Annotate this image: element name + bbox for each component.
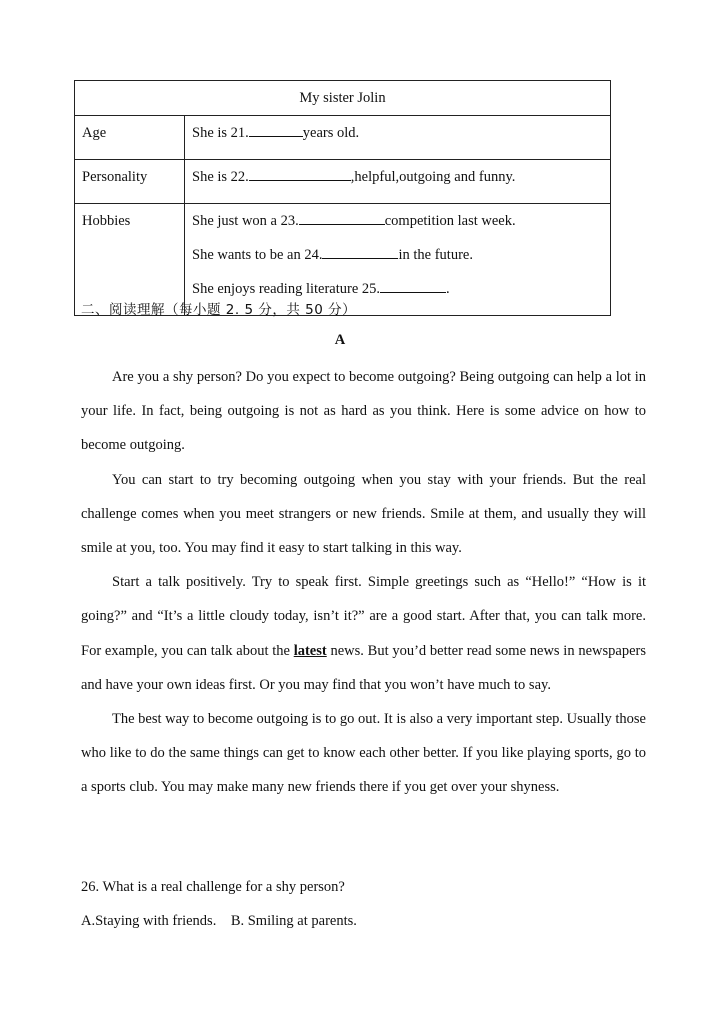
table-title: My sister Jolin [75, 81, 611, 116]
passage-paragraph-3 [81, 565, 646, 702]
table-row-age [75, 116, 611, 160]
fill-line-24 [192, 238, 603, 272]
fill-line-21 [192, 116, 603, 150]
row-label-age: Age [75, 116, 185, 160]
reading-passage [81, 360, 646, 805]
question-26-options: A.Staying with friends. B. Smiling at parents. [81, 913, 357, 929]
line-text: . [446, 281, 450, 297]
row-content-personality [185, 160, 611, 204]
passage-paragraph-4: The best way to become outgoing is to go out. It is also a very important step. Usually those who like to do the same things can get to know each other better. If you like playing sports, go to a sports club. You may make many new friends there if you get over your shyness. [81, 711, 646, 796]
answer-blank-22[interactable] [249, 166, 351, 181]
paragraph-text: news. But you’d better read some news in newspapers and have your own ideas first. Or you may find that you won’t have much to say. [81, 642, 646, 693]
row-label-personality: Personality [75, 160, 185, 204]
line-text: She just won a 23. [192, 213, 299, 229]
line-text: She enjoys reading literature 25. [192, 281, 381, 297]
fill-line-22 [192, 160, 603, 194]
answer-blank-23[interactable] [299, 210, 385, 225]
passage-paragraph-2: You can start to try becoming outgoing when you stay with your friends. But the real challenge comes when you meet strangers or new friends. Smile at them, and usually they will smile at you, too. You may find it easy to start talking in this way. [81, 471, 646, 557]
answer-blank-25[interactable] [380, 278, 446, 293]
line-text: She is 22. [192, 169, 249, 185]
fill-line-23 [192, 204, 603, 238]
line-text: years old. [302, 125, 360, 141]
info-table [74, 80, 611, 316]
line-text: ,helpful,outgoing and funny. [350, 169, 516, 185]
passage-label: A [334, 332, 346, 348]
answer-blank-21[interactable] [249, 122, 303, 137]
line-text: competition last week. [384, 213, 516, 229]
line-text: She is 21. [192, 125, 249, 141]
passage-paragraph-1: Are you a shy person? Do you expect to become outgoing? Being outgoing can help a lot in your life. In fact, being outgoing is not as hard as you think. Here is some advice on how to become outgoing. [81, 369, 646, 454]
line-text: in the future. [398, 247, 473, 263]
keyword-latest: latest [293, 642, 327, 659]
question-26-stem: 26. What is a real challenge for a shy person? [81, 879, 345, 895]
table-row-personality [75, 160, 611, 204]
row-label-hobbies: Hobbies [75, 204, 185, 316]
paragraph-text: Start a talk positively. Try to speak first. Simple greetings such as “Hello!” “How is it going?” and “It’s a little cloudy today, isn’t it?” are a good start. After that, you can talk more. For example, you can talk about the [81, 574, 646, 659]
answer-blank-24[interactable] [322, 244, 398, 259]
line-text: She wants to be an 24. [192, 247, 323, 263]
section-title: 二、阅读理解（每小题 2. 5 分，共 50 分） [81, 302, 357, 318]
row-content-age [185, 116, 611, 160]
